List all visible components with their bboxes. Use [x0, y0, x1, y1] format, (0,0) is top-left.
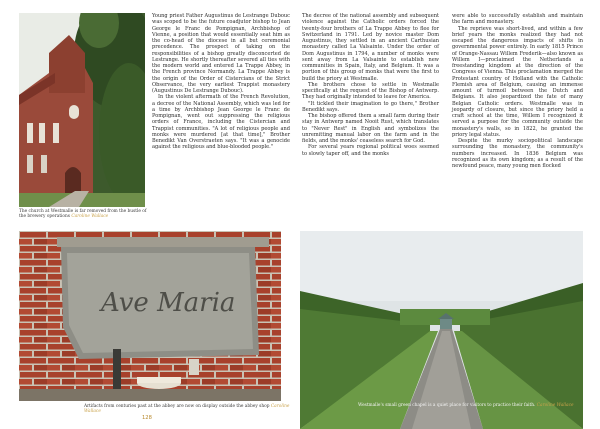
paragraph: "It tickled their imagination to go there," Brother Benedikt says.: [302, 100, 439, 113]
paragraph: The decree of the national assembly and subsequent violence against the Catholic orders forced the twenty-four brothers of La Trappe Abbey to flee for Switzerland in 1791. Led by novice master Dom Augustinus, they settled in an ancient Carthusian monastery called La Valsainte. Under the order of Dom Augustinus in 1794, a number of monks were sent away from La Valsainte to establish new communities in Spain, Italy, and Belgium. It was a portion of this group of monks that were the first to build the priory at Westmalle.: [302, 13, 439, 82]
church-caption-credit: Caroline Wallace: [71, 214, 109, 220]
plaque-caption-text: Artifacts from centuries past at the abbey are now on display outside the abbey shop: [84, 404, 270, 409]
paragraph: Young priest Father Augustinus de Lestrange Dubouc was scoped to be the future coadjutor bishop to Jean George le Franc de Pompignan, Archbishop of Vienne, a position that would essentially seat him as the co-head of the diocese in all but ceremonial precedence. The prospect of taking on the responsibilities of a bishop greatly disconcerted de Lestrange. He shortly thereafter severed all ties with the modern world and entered La Trappe Abbey, in the French province Normandy. La Trappe Abbey is the origin of the Order of Cistercians of the Strict Observance, the very earliest Trappist monastery (Augustinus De Lestrange Dubouc).: [152, 13, 290, 94]
chapel-caption-credit: Caroline Wallace: [536, 403, 574, 408]
church-caption: [19, 209, 147, 220]
paragraph: The reprieve was short-lived, and within a few brief years the monks realized they had not escaped the dangerous impacts of shifts in governmental power entirely. In early 1815 Prince of Orange-Nassau Willem Frederik—also known as Willem I—proclaimed the Netherlands a freestanding kingdom at the direction of the Congress of Vienna. This proclamation merged the Protestant country of Holland with the Catholic Flemish area of Belgium, causing an immense amount of turmoil between the Dutch and Belgians. It also jeopardized the fate of many Belgian Catholic orders. Westmalle was in jeopardy of closure, but since the priory held a craft school at the time, Willem I recognized it served a purpose for the community outside the monastery's walls, so in 1822, he granted the priory legal status.: [452, 25, 583, 138]
plaque-inscription: Ave Maria: [101, 288, 236, 318]
paragraph: The brothers chose to settle in Westmalle specifically at the request of the Bishop of Antwerp. They had originally intended to leave for America.: [302, 81, 439, 101]
chapel-photo: [300, 231, 583, 429]
plaque-caption-credit: Caroline Wallace: [84, 404, 290, 415]
paragraph: For several years regional political woes seemed to slowly taper off, and the monks: [302, 144, 439, 157]
text-column-3: [452, 13, 583, 169]
plaque-photo: [19, 231, 281, 401]
church-illustration: [19, 13, 145, 207]
plaque-illustration: [19, 231, 281, 401]
paragraph: were able to successfully establish and maintain the farm and monastery.: [452, 13, 583, 26]
paragraph: Despite the murky sociopolitical landscape surrounding the monastery, the community's numbers increased. In 1836 Belgium was recognized as its own kingdom; as a result of the newfound peace, many young men flocked: [452, 138, 583, 169]
church-photo: [19, 13, 145, 207]
chapel-caption-text: Westmalle's small green chapel is a quiet place for visitors to practice their faith.: [358, 403, 536, 408]
chapel-illustration: [300, 231, 583, 429]
text-column-1: [152, 13, 290, 151]
chapel-caption: [358, 403, 578, 408]
page-number: 128: [142, 415, 152, 421]
church-caption-text: The church at Westmalle is far removed from the bustle of the brewery operations: [19, 209, 147, 220]
paragraph: In the violent aftermath of the French Revolution, a decree of the National Assembly, which was led for a time by Archbishop Jean George le Franc de Pompignan, went out suppressing the religious orders of France, including the Cistercian and Trappist communities. "A lot of religious people and monks were murdered [at that time]," Brother Benedikt Van Overstraeten says. "It was a genocide against the religious and blue-blooded people.": [152, 94, 290, 151]
text-column-2: [302, 13, 439, 157]
plaque-caption: [84, 404, 294, 415]
paragraph: The bishop offered them a small farm during their stay in Antwerp named Nooit Rust, which translates to "Never Rest" in English and symbolizes the unremitting manual labor on the farm and in the fields, and the monks' ceaseless search for God.: [302, 113, 439, 144]
